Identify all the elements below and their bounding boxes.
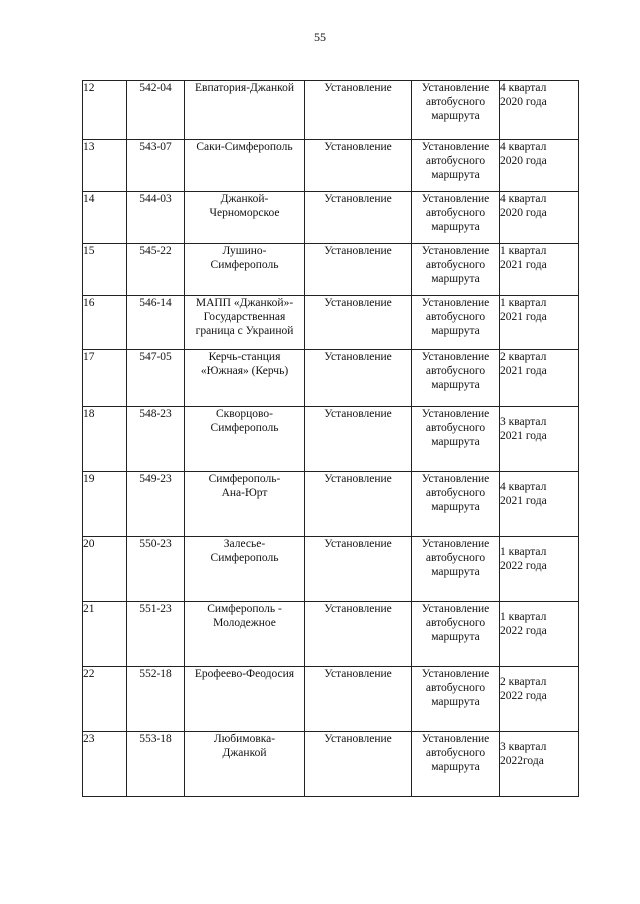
planned-action-line: маршрута: [431, 501, 480, 513]
route-name: [185, 296, 305, 350]
planned-action: [412, 407, 500, 472]
table-row: [83, 350, 579, 407]
route-name-line: Молодежное: [213, 617, 276, 629]
route-name-line: Ана-Юрт: [221, 487, 268, 499]
route-name-line: Симферополь-: [208, 473, 281, 485]
route-name: [185, 350, 305, 407]
planned-term: [500, 602, 579, 667]
planned-action-line: Установление: [421, 82, 490, 94]
planned-action-line: автобусного: [425, 552, 486, 564]
change-type: Установление: [305, 81, 412, 140]
route-name-line: «Южная» (Керчь): [200, 365, 289, 377]
table-row: [83, 81, 579, 140]
row-number: 16: [83, 296, 127, 350]
planned-term: [500, 296, 579, 350]
planned-term-line: 2021 года: [500, 365, 547, 377]
table-row: [83, 244, 579, 296]
route-code: 547-05: [127, 350, 185, 407]
route-name: [185, 602, 305, 667]
planned-action-line: автобусного: [425, 422, 486, 434]
table-row: [83, 667, 579, 732]
planned-action-line: маршрута: [431, 761, 480, 773]
route-name-line: МАПП «Джанкой»-: [195, 297, 294, 309]
route-name-line: граница с Украиной: [195, 325, 294, 337]
planned-action-line: Установление: [421, 733, 490, 745]
planned-term-line: 2022года: [500, 755, 544, 767]
planned-action-line: автобусного: [425, 259, 486, 271]
route-name: [185, 732, 305, 797]
planned-term: [500, 667, 579, 732]
planned-action: [412, 140, 500, 192]
table-row: [83, 537, 579, 602]
planned-action: [412, 244, 500, 296]
planned-action-line: маршрута: [431, 436, 480, 448]
change-type: Установление: [305, 350, 412, 407]
planned-action-line: маршрута: [431, 169, 480, 181]
planned-term: [500, 537, 579, 602]
change-type: Установление: [305, 472, 412, 537]
planned-action-line: Установление: [421, 351, 490, 363]
change-type: Установление: [305, 192, 412, 244]
planned-action-line: маршрута: [431, 631, 480, 643]
planned-term: [500, 407, 579, 472]
planned-term-line: 3 квартал: [500, 741, 547, 753]
planned-term: [500, 732, 579, 797]
change-type: Установление: [305, 140, 412, 192]
route-name-line: Залесье-: [223, 538, 266, 550]
planned-action-line: автобусного: [425, 682, 486, 694]
row-number: 17: [83, 350, 127, 407]
route-code: 543-07: [127, 140, 185, 192]
planned-term-line: 2021 года: [500, 311, 547, 323]
planned-term-line: 1 квартал: [500, 611, 547, 623]
planned-action-line: Установление: [421, 193, 490, 205]
route-name: [185, 537, 305, 602]
row-number: 14: [83, 192, 127, 244]
route-name-line: Симферополь: [210, 552, 279, 564]
planned-action: [412, 667, 500, 732]
route-name-line: Джанкой: [222, 747, 267, 759]
route-name-line: Государственная: [203, 311, 286, 323]
planned-action-line: автобусного: [425, 617, 486, 629]
planned-action: [412, 537, 500, 602]
row-number: 20: [83, 537, 127, 602]
planned-action-line: маршрута: [431, 379, 480, 391]
planned-action: [412, 192, 500, 244]
route-code: 546-14: [127, 296, 185, 350]
table-row: [83, 296, 579, 350]
route-name-line: Саки-Симферополь: [196, 141, 293, 153]
route-name-line: Любимовка-: [213, 733, 276, 745]
row-number: 15: [83, 244, 127, 296]
route-code: 551-23: [127, 602, 185, 667]
route-name: [185, 667, 305, 732]
planned-action: [412, 472, 500, 537]
routes-table: [82, 80, 579, 797]
planned-term: [500, 244, 579, 296]
page-number: 55: [314, 30, 326, 44]
change-type: Установление: [305, 407, 412, 472]
route-code: 550-23: [127, 537, 185, 602]
planned-action-line: маршрута: [431, 221, 480, 233]
planned-action-line: маршрута: [431, 325, 480, 337]
planned-term-line: 2021 года: [500, 495, 547, 507]
planned-action-line: Установление: [421, 538, 490, 550]
route-name: [185, 192, 305, 244]
planned-action-line: Установление: [421, 668, 490, 680]
route-name: [185, 472, 305, 537]
table-row: [83, 602, 579, 667]
planned-term-line: 1 квартал: [500, 546, 547, 558]
change-type: Установление: [305, 537, 412, 602]
planned-action-line: Установление: [421, 603, 490, 615]
planned-term: [500, 350, 579, 407]
planned-action-line: Установление: [421, 297, 490, 309]
table-row: [83, 472, 579, 537]
route-code: 549-23: [127, 472, 185, 537]
planned-term-line: 2021 года: [500, 259, 547, 271]
route-code: 542-04: [127, 81, 185, 140]
route-code: 545-22: [127, 244, 185, 296]
planned-action-line: автобусного: [425, 311, 486, 323]
planned-term-line: 4 квартал: [500, 82, 547, 94]
planned-term-line: 2 квартал: [500, 351, 547, 363]
planned-term-line: 4 квартал: [500, 193, 547, 205]
planned-term-line: 4 квартал: [500, 141, 547, 153]
planned-action-line: автобусного: [425, 487, 486, 499]
route-name-line: Ерофеево-Феодосия: [194, 668, 295, 680]
route-name-line: Евпатория-Джанкой: [194, 82, 295, 94]
route-code: 544-03: [127, 192, 185, 244]
table-row: [83, 140, 579, 192]
planned-term-line: 3 квартал: [500, 416, 547, 428]
change-type: Установление: [305, 667, 412, 732]
change-type: Установление: [305, 244, 412, 296]
planned-action-line: Установление: [421, 408, 490, 420]
planned-action: [412, 350, 500, 407]
planned-action: [412, 602, 500, 667]
table-row: [83, 192, 579, 244]
change-type: Установление: [305, 296, 412, 350]
route-code: 552-18: [127, 667, 185, 732]
planned-term-line: 2020 года: [500, 155, 547, 167]
planned-term-line: 2021 года: [500, 430, 547, 442]
row-number: 12: [83, 81, 127, 140]
planned-term-line: 2022 года: [500, 690, 547, 702]
planned-action-line: Установление: [421, 245, 490, 257]
planned-action-line: маршрута: [431, 110, 480, 122]
route-name: [185, 244, 305, 296]
planned-action: [412, 81, 500, 140]
route-name-line: Черноморское: [209, 207, 280, 219]
route-name: [185, 140, 305, 192]
planned-term-line: 1 квартал: [500, 245, 547, 257]
planned-action-line: автобусного: [425, 155, 486, 167]
route-code: 553-18: [127, 732, 185, 797]
route-name-line: Лушино-: [222, 245, 267, 257]
table-row: [83, 407, 579, 472]
route-name: [185, 407, 305, 472]
planned-term: [500, 81, 579, 140]
planned-action-line: Установление: [421, 141, 490, 153]
routes-table-body: [83, 81, 579, 797]
route-name-line: Скворцово-: [216, 408, 273, 420]
planned-action-line: автобусного: [425, 207, 486, 219]
route-name-line: Симферополь: [210, 259, 279, 271]
planned-term-line: 2022 года: [500, 625, 547, 637]
planned-action-line: Установление: [421, 473, 490, 485]
route-name-line: Керчь-станция: [208, 351, 281, 363]
route-code: 548-23: [127, 407, 185, 472]
change-type: Установление: [305, 602, 412, 667]
planned-action-line: маршрута: [431, 566, 480, 578]
planned-term: [500, 472, 579, 537]
planned-term-line: 2020 года: [500, 207, 547, 219]
planned-term-line: 4 квартал: [500, 481, 547, 493]
planned-action: [412, 732, 500, 797]
planned-term: [500, 140, 579, 192]
planned-term: [500, 192, 579, 244]
row-number: 23: [83, 732, 127, 797]
change-type: Установление: [305, 732, 412, 797]
route-name-line: Симферополь -: [207, 603, 282, 615]
planned-term-line: 2020 года: [500, 96, 547, 108]
planned-term-line: 1 квартал: [500, 297, 547, 309]
planned-action-line: автобусного: [425, 365, 486, 377]
planned-action: [412, 296, 500, 350]
row-number: 21: [83, 602, 127, 667]
planned-term-line: 2 квартал: [500, 676, 547, 688]
route-name-line: Джанкой-: [220, 193, 269, 205]
planned-action-line: автобусного: [425, 96, 486, 108]
route-name-line: Симферополь: [210, 422, 279, 434]
row-number: 13: [83, 140, 127, 192]
row-number: 22: [83, 667, 127, 732]
planned-term-line: 2022 года: [500, 560, 547, 572]
row-number: 18: [83, 407, 127, 472]
table-row: [83, 732, 579, 797]
planned-action-line: автобусного: [425, 747, 486, 759]
planned-action-line: маршрута: [431, 273, 480, 285]
planned-action-line: маршрута: [431, 696, 480, 708]
route-name: [185, 81, 305, 140]
row-number: 19: [83, 472, 127, 537]
